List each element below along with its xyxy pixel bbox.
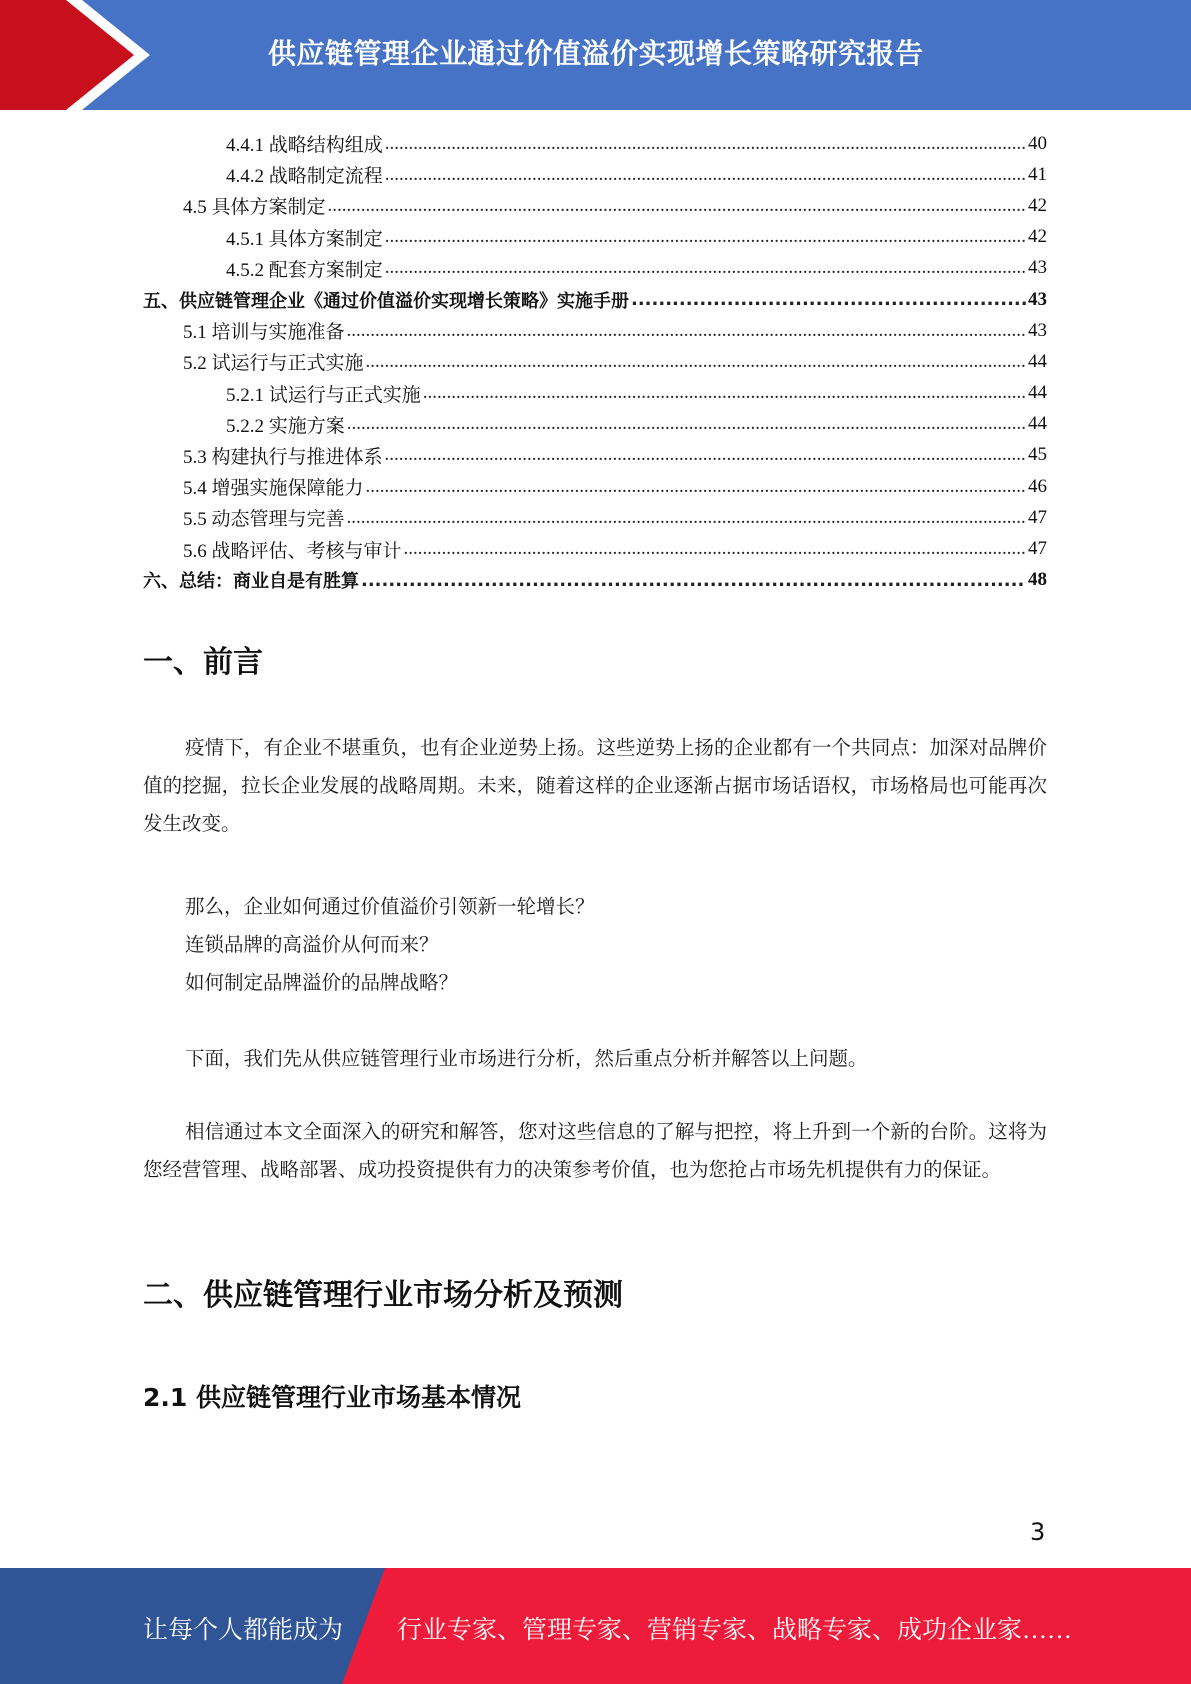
preface-paragraph-2: 下面，我们先从供应链管理行业市场进行分析，然后重点分析并解答以上问题。 bbox=[185, 1049, 868, 1070]
toc-entry[interactable] bbox=[143, 159, 1047, 190]
question-line-3: 如何制定品牌溢价的品牌战略？ bbox=[185, 973, 459, 994]
toc-entry[interactable] bbox=[143, 128, 1047, 159]
toc-entry[interactable] bbox=[143, 378, 1047, 409]
subsection-heading-2-1: 2.1 供应链管理行业市场基本情况 bbox=[143, 1383, 521, 1412]
toc-entry-page: 44 bbox=[1028, 350, 1047, 372]
toc-entry-title: 4.4.1 战略结构组成 bbox=[226, 135, 383, 157]
toc-entry-page: 45 bbox=[1028, 444, 1047, 466]
toc-entry-page: 48 bbox=[1028, 569, 1047, 591]
toc-dot-leader bbox=[366, 476, 1026, 498]
toc-entry-page: 47 bbox=[1028, 538, 1047, 560]
page-footer bbox=[0, 1568, 1191, 1684]
footer-slogan-right: 行业专家、管理专家、营销专家、战略专家、成功企业家…… bbox=[397, 1617, 1073, 1644]
preface-paragraph-1: 疫情下，有企业不堪重负，也有企业逆势上扬。这些逆势上扬的企业都有一个共同点：加深对品牌价值的挖掘，拉长企业发展的战略周期。未来，随着这样的企业逐渐占据市场话语权，市场格局也可能再次发生改变。 bbox=[143, 738, 1047, 835]
page-number: 3 bbox=[1030, 1518, 1046, 1546]
toc-entry[interactable] bbox=[143, 502, 1047, 533]
toc-entry-page: 40 bbox=[1028, 132, 1047, 154]
toc-entry-title: 4.4.2 战略制定流程 bbox=[226, 166, 383, 188]
document-title: 供应链管理企业通过价值溢价实现增长策略研究报告 bbox=[268, 37, 924, 70]
toc-dot-leader bbox=[404, 538, 1026, 560]
toc-dot-leader bbox=[347, 413, 1026, 435]
toc-dot-leader bbox=[361, 570, 1026, 591]
toc-entry-title: 五、供应链管理企业《通过价值溢价实现增长策略》实施手册 bbox=[143, 290, 629, 312]
toc-dot-leader bbox=[328, 195, 1026, 217]
footer-slogan-left: 让每个人都能成为 bbox=[143, 1617, 344, 1644]
toc-entry[interactable] bbox=[143, 565, 1047, 596]
toc-entry-title: 5.2.2 实施方案 bbox=[226, 415, 345, 437]
toc-entry-page: 43 bbox=[1028, 288, 1047, 310]
toc-entry[interactable] bbox=[143, 253, 1047, 284]
toc-dot-leader bbox=[385, 257, 1026, 279]
toc-entry[interactable] bbox=[143, 315, 1047, 346]
toc-entry-page: 43 bbox=[1028, 319, 1047, 341]
table-of-contents bbox=[143, 128, 1047, 596]
toc-entry[interactable] bbox=[143, 533, 1047, 564]
page-header bbox=[0, 0, 1191, 110]
section-heading-market-analysis: 二、供应链管理行业市场分析及预测 bbox=[143, 1278, 623, 1313]
toc-entry-title: 5.5 动态管理与完善 bbox=[183, 509, 345, 531]
toc-entry-page: 42 bbox=[1028, 226, 1047, 248]
toc-entry[interactable] bbox=[143, 409, 1047, 440]
header-arrow-decoration bbox=[0, 0, 160, 110]
toc-entry[interactable] bbox=[143, 284, 1047, 315]
toc-entry-page: 46 bbox=[1028, 475, 1047, 497]
toc-entry-title: 5.1 培训与实施准备 bbox=[183, 322, 345, 344]
toc-entry-title: 4.5 具体方案制定 bbox=[183, 197, 326, 219]
toc-dot-leader bbox=[385, 226, 1026, 248]
toc-entry-page: 47 bbox=[1028, 506, 1047, 528]
toc-entry-title: 4.5.2 配套方案制定 bbox=[226, 259, 383, 281]
toc-entry[interactable] bbox=[143, 190, 1047, 221]
toc-entry-page: 41 bbox=[1028, 163, 1047, 185]
section-heading-preface: 一、前言 bbox=[143, 645, 263, 680]
toc-dot-leader bbox=[385, 133, 1026, 155]
preface-paragraph-3: 相信通过本文全面深入的研究和解答，您对这些信息的了解与把控，将上升到一个新的台阶。这将为您经营管理、战略部署、成功投资提供有力的决策参考价值，也为您抢占市场先机提供有力的保证。 bbox=[143, 1122, 1047, 1181]
toc-dot-leader bbox=[631, 289, 1026, 310]
toc-dot-leader bbox=[347, 507, 1026, 529]
toc-dot-leader bbox=[385, 164, 1026, 186]
toc-entry-title: 4.5.1 具体方案制定 bbox=[226, 228, 383, 250]
toc-entry-page: 44 bbox=[1028, 413, 1047, 435]
toc-entry-page: 43 bbox=[1028, 257, 1047, 279]
toc-entry[interactable] bbox=[143, 222, 1047, 253]
question-line-2: 连锁品牌的高溢价从何而来？ bbox=[185, 935, 439, 956]
toc-dot-leader bbox=[423, 382, 1026, 404]
toc-entry-title: 5.4 增强实施保障能力 bbox=[183, 478, 364, 500]
toc-dot-leader bbox=[347, 320, 1026, 342]
toc-entry[interactable] bbox=[143, 440, 1047, 471]
question-line-1: 那么，企业如何通过价值溢价引领新一轮增长？ bbox=[185, 897, 595, 918]
toc-dot-leader bbox=[366, 351, 1026, 373]
toc-entry-title: 六、总结：商业自是有胜算 bbox=[143, 571, 359, 593]
toc-entry[interactable] bbox=[143, 471, 1047, 502]
toc-entry[interactable] bbox=[143, 346, 1047, 377]
toc-entry-page: 42 bbox=[1028, 194, 1047, 216]
toc-entry-title: 5.3 构建执行与推进体系 bbox=[183, 446, 383, 468]
toc-entry-title: 5.2.1 试运行与正式实施 bbox=[226, 384, 421, 406]
toc-entry-title: 5.2 试运行与正式实施 bbox=[183, 353, 364, 375]
toc-entry-title: 5.6 战略评估、考核与审计 bbox=[183, 540, 402, 562]
toc-entry-page: 44 bbox=[1028, 382, 1047, 404]
toc-dot-leader bbox=[385, 444, 1026, 466]
